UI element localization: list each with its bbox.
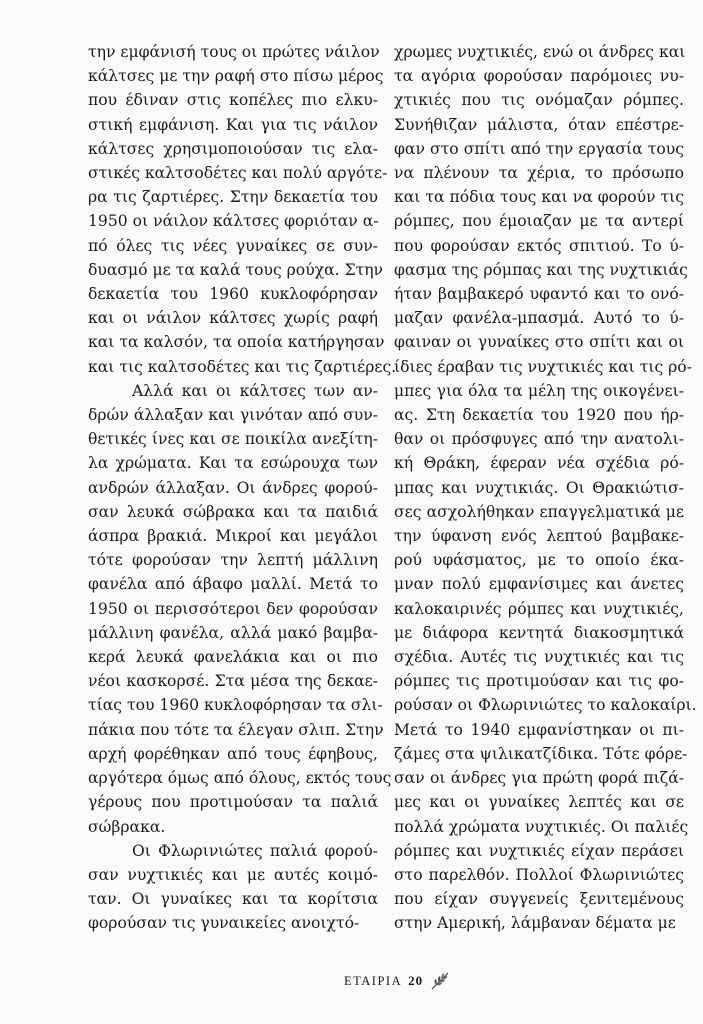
text-line: ανδρών άλλαξαν. Οι άνδρες φορού- (88, 478, 378, 497)
text-line: μαζαν φανέλα-μπασμά. Αυτό το ύ- (394, 309, 684, 328)
text-line: ρόμπες, που έμοιαζαν με τα αντερί (394, 212, 684, 231)
text-line: ρόμπες τις προτιμούσαν και τις φο- (394, 672, 684, 691)
text-line: και τα καλσόν, τα οποία κατήργησαν (88, 333, 385, 352)
text-line: μάλλινη φανέλα, αλλά μακό βαμβα- (88, 623, 378, 642)
leaf-ornament-icon (429, 970, 451, 992)
text-line: θαν οι πρόσφυγες από την ανατολι- (394, 430, 684, 449)
text-line: Οι Φλωρινιώτες παλιά φορού- (132, 841, 378, 860)
text-line: να πλένουν τα χέρια, το πρόσωπο (394, 164, 684, 183)
text-line: στο παρελθόν. Πολλοί Φλωρινιώτες (394, 865, 684, 884)
text-line: φαν στο σπίτι από την εργασία τους (394, 139, 684, 158)
text-line: δεκαετία του 1960 κυκλοφόρησαν (88, 285, 378, 304)
text-line: Μετά το 1940 εμφανίστηκαν οι πι- (394, 720, 684, 739)
footer-title: ΕΤΑΙΡΙΑ (344, 973, 403, 988)
paragraph (394, 40, 697, 936)
text-line: στικές καλτσοδέτες και πολύ αργότε- (88, 164, 388, 183)
text-line: Αλλά και οι κάλτσες των αν- (132, 381, 378, 400)
text-line: με διάφορα κεντητά διακοσμητικά (394, 623, 684, 642)
text-line: κή Θράκη, έφεραν νέα σχέδια ρό- (394, 454, 684, 473)
text-line: τότε φορούσαν την λεπτή μάλλινη (88, 551, 378, 570)
text-line: που είχαν συγγενείς ξενιτεμένους (394, 890, 684, 909)
text-line: πάκια που τότε τα έλεγαν σλιπ. Στην (88, 720, 384, 739)
text-line: ρούσαν οι Φλωρινιώτες το καλοκαίρι. (394, 696, 697, 715)
text-line: σώβρακα. (88, 817, 166, 836)
text-line: ζάμες στα ψιλικατζίδικα. Τότε φόρε- (394, 744, 688, 763)
text-line: δυασμό με τα καλά τους ρούχα. Στην (88, 260, 384, 279)
text-line: κερά λευκά φανελάκια και οι πιο (88, 648, 378, 667)
text-line: σχέδια. Αυτές τις νυχτικιές και τις (394, 648, 684, 667)
text-line: την ύφανση ενός λεπτού βαμβακε- (394, 527, 684, 546)
text-line: μπες για όλα τα μέλη της οικογένει- (394, 381, 684, 400)
text-line: ρού υφάσματος, με το οποίο έκα- (394, 551, 684, 570)
text-line: δρών άλλαξαν και γινόταν από συν- (88, 406, 378, 425)
text-line: πό όλες τις νέες γυναίκες σε συν- (88, 236, 378, 255)
text-line: ρα τις ζαρτιέρες. Στην δεκαετία του (88, 188, 378, 207)
right-column (394, 40, 697, 936)
text-line: ήταν βαμβακερό υφαντό και το ονό- (394, 285, 684, 304)
page-number: 20 (408, 973, 424, 988)
text-line: νέοι κασκορσέ. Στα μέσα της δεκαε- (88, 672, 378, 691)
text-line: στην Αμερική, λάμβαναν δέματα με (394, 914, 676, 933)
text-line: και οι νάιλον κάλτσες χωρίς ραφή (88, 309, 378, 328)
text-line: Συνήθιζαν μάλιστα, όταν επέστρε- (394, 115, 684, 134)
text-line: φασμα της ρόμπας και της νυχτικιάς (394, 260, 688, 279)
text-line: τίας του 1960 κυκλοφόρησαν τα σλι- (88, 696, 383, 715)
text-line: και τις καλτσοδέτες και τις ζαρτιέρες. (88, 357, 397, 376)
text-line: ας. Στη δεκαετία του 1920 που ήρ- (394, 406, 684, 425)
text-line: τα αγόρια φορούσαν παρόμοιες νυ- (394, 67, 684, 86)
text-line: που έδιναν στις κοπέλες πιο ελκυ- (88, 91, 378, 110)
paragraph (88, 379, 392, 839)
text-line: χτικιές που τις ονόμαζαν ρόμπες. (394, 91, 684, 110)
text-line: φαιναν οι γυναίκες στο σπίτι και οι (394, 333, 684, 352)
text-line: σαν νυχτικιές και με αυτές κοιμό- (88, 865, 378, 884)
text-line: την εμφάνισή τους οι πρώτες νάιλον (88, 43, 380, 61)
text-line: πολλά χρώματα νυχτικιές. Οι παλιές (394, 817, 689, 836)
text-line: ίδιες έραβαν τις νυχτικιές και τις ρό- (394, 357, 692, 376)
text-line: μπας και νυχτικιάς. Οι Θρακιώτισ- (394, 478, 684, 497)
text-line: ρόμπες και νυχτικιές είχαν περάσει (394, 841, 684, 860)
text-line: στική εμφάνιση. Και για τις νάιλον (88, 115, 378, 134)
text-line: καλοκαιρινές ρόμπες και νυχτικιές, (394, 599, 684, 618)
text-line: χρωμες νυχτικιές, ενώ οι άνδρες και (394, 43, 686, 61)
text-line: κάλτσες με την ραφή στο πίσω μέρος (88, 67, 384, 86)
text-line: αρχή φορέθηκαν από τους έφηβους, (88, 744, 378, 763)
paragraph (88, 40, 397, 379)
text-line: γέρους που προτιμούσαν τα παλιά (88, 793, 378, 812)
text-line: σαν λευκά σώβρακα και τα παιδιά (88, 502, 378, 521)
text-line: θετικές ίνες και σε ποικίλα ανεξίτη- (88, 430, 378, 449)
text-line: 1950 οι περισσότεροι δεν φορούσαν (88, 599, 378, 618)
text-line: σαν οι άνδρες για πρώτη φορά πιζά- (394, 769, 684, 788)
text-line: ταν. Οι γυναίκες και τα κορίτσια (88, 890, 378, 909)
paragraph (88, 839, 378, 936)
text-line: άσπρα βρακιά. Μικροί και μεγάλοι (88, 527, 378, 546)
text-line: φορούσαν τις γυναικείες ανοιχτό- (88, 914, 360, 933)
left-column (88, 40, 397, 936)
text-line: μναν πολύ εμφανίσιμες και άνετες (394, 575, 684, 594)
text-line: μες και οι γυναίκες λεπτές και σε (394, 793, 684, 812)
text-line: λα χρώματα. Και τα εσώρουχα των (88, 454, 378, 473)
text-line: κάλτσες χρησιμοποιούσαν τις ελα- (88, 139, 378, 158)
text-line: αργότερα όμως από όλους, εκτός τους (88, 769, 392, 788)
text-line: σες ασχολήθηκαν επαγγελματικά με (394, 502, 684, 521)
text-line: φανέλα από άβαφο μαλλί. Μετά το (88, 575, 378, 594)
text-line: και τα πόδια τους και να φορούν τις (394, 188, 684, 207)
text-line: 1950 οι νάιλον κάλτσες φοριόταν α- (88, 212, 379, 231)
text-line: που φορούσαν εκτός σπιτιού. Το ύ- (394, 236, 684, 255)
